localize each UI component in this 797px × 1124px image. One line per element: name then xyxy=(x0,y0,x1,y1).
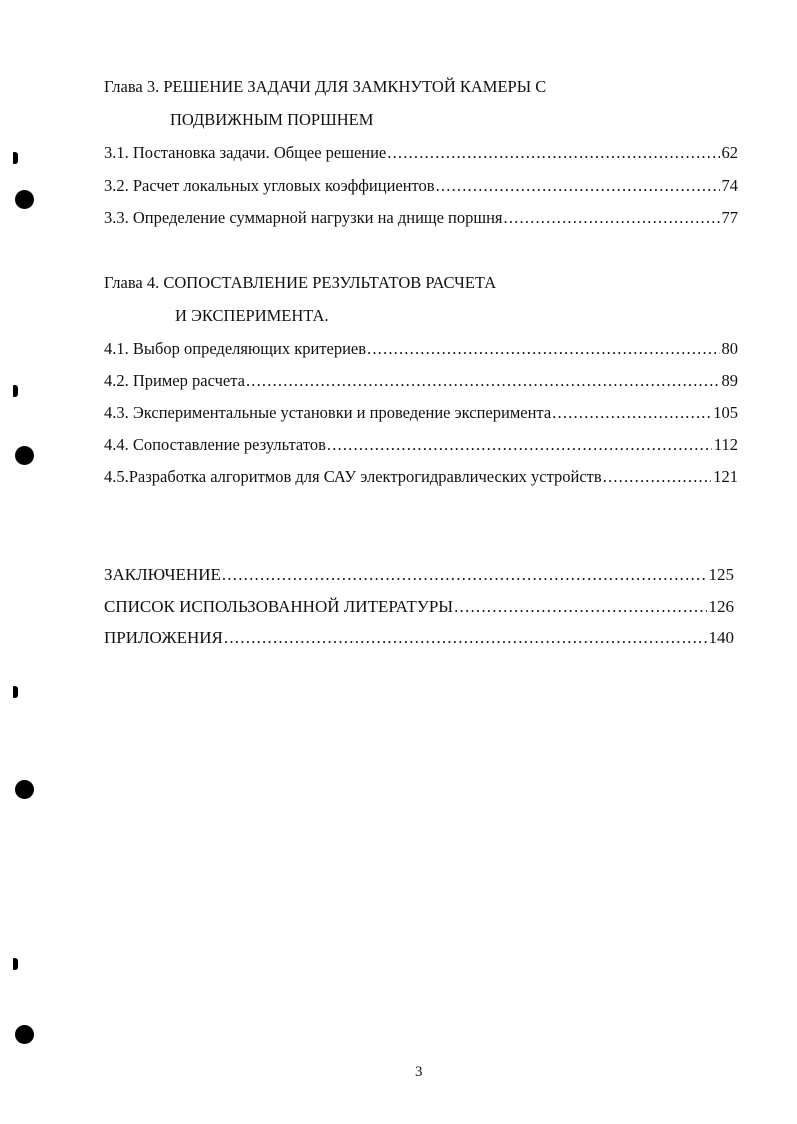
dot-leader xyxy=(552,403,711,423)
toc-entry-title: 4.5.Разработка алгоритмов для САУ электрогидравлических устройств xyxy=(104,467,602,486)
toc-entry-page: 126 xyxy=(708,597,734,616)
dot-leader xyxy=(436,176,720,196)
toc-entry-page: 125 xyxy=(708,565,734,584)
toc-entry-page: 77 xyxy=(721,208,738,227)
toc-entry-page: 62 xyxy=(721,143,738,162)
punch-hole xyxy=(15,446,34,465)
dot-leader xyxy=(246,371,720,391)
toc-entry-conclusion xyxy=(104,565,734,585)
chapter-3-heading: Глава 3. РЕШЕНИЕ ЗАДАЧИ ДЛЯ ЗАМКНУТОЙ КАМЕРЫ С xyxy=(104,77,547,96)
toc-entry-page: 121 xyxy=(713,467,738,486)
toc-entry-3-2 xyxy=(104,176,738,196)
scan-mark xyxy=(13,152,18,164)
dot-leader xyxy=(327,435,712,455)
toc-entry-4-5 xyxy=(104,467,738,487)
dot-leader xyxy=(367,339,719,359)
toc-entry-title: 3.3. Определение суммарной нагрузки на днище поршня xyxy=(104,208,503,227)
dot-leader xyxy=(224,628,707,648)
toc-entry-title: 4.4. Сопоставление результатов xyxy=(104,435,326,454)
scan-mark xyxy=(13,686,18,698)
toc-entry-4-4 xyxy=(104,435,738,455)
toc-entry-title: 3.2. Расчет локальных угловых коэффициентов xyxy=(104,176,435,195)
chapter-4-heading: Глава 4. СОПОСТАВЛЕНИЕ РЕЗУЛЬТАТОВ РАСЧЕТА xyxy=(104,273,497,292)
dot-leader xyxy=(222,565,707,585)
toc-entry-title: СПИСОК ИСПОЛЬЗОВАННОЙ ЛИТЕРАТУРЫ xyxy=(104,597,454,616)
toc-entry-page: 80 xyxy=(721,339,738,358)
punch-hole xyxy=(15,1025,34,1044)
toc-entry-3-1 xyxy=(104,143,738,163)
toc-entry-title: ЗАКЛЮЧЕНИЕ xyxy=(104,565,221,584)
toc-entry-4-1 xyxy=(104,339,738,359)
toc-entry-title: 3.1. Постановка задачи. Общее решение xyxy=(104,143,387,162)
dot-leader xyxy=(603,467,712,487)
toc-entry-title: 4.2. Пример расчета xyxy=(104,371,245,390)
toc-entry-title: 4.3. Экспериментальные установки и проведение эксперимента xyxy=(104,403,552,422)
toc-entry-page: 112 xyxy=(713,435,738,454)
dot-leader xyxy=(504,208,720,228)
scan-mark xyxy=(13,958,18,970)
punch-hole xyxy=(15,780,34,799)
punch-hole xyxy=(15,190,34,209)
toc-entry-appendices xyxy=(104,628,734,648)
toc-entry-page: 74 xyxy=(721,176,738,195)
toc-entry-page: 105 xyxy=(713,403,738,422)
toc-entry-page: 89 xyxy=(721,371,738,390)
toc-entry-3-3 xyxy=(104,208,738,228)
dot-leader xyxy=(454,597,706,617)
toc-entry-4-3 xyxy=(104,403,738,423)
toc-entry-references xyxy=(104,597,734,617)
chapter-3-heading-cont: ПОДВИЖНЫМ ПОРШНЕМ xyxy=(170,110,374,129)
chapter-4-heading-cont: И ЭКСПЕРИМЕНТА. xyxy=(175,306,329,325)
page-number: 3 xyxy=(415,1064,423,1080)
toc-entry-title: 4.1. Выбор определяющих критериев xyxy=(104,339,367,358)
toc-entry-4-2 xyxy=(104,371,738,391)
dot-leader xyxy=(387,143,719,163)
toc-entry-page: 140 xyxy=(708,628,734,647)
toc-entry-title: ПРИЛОЖЕНИЯ xyxy=(104,628,223,647)
scan-mark xyxy=(13,385,18,397)
